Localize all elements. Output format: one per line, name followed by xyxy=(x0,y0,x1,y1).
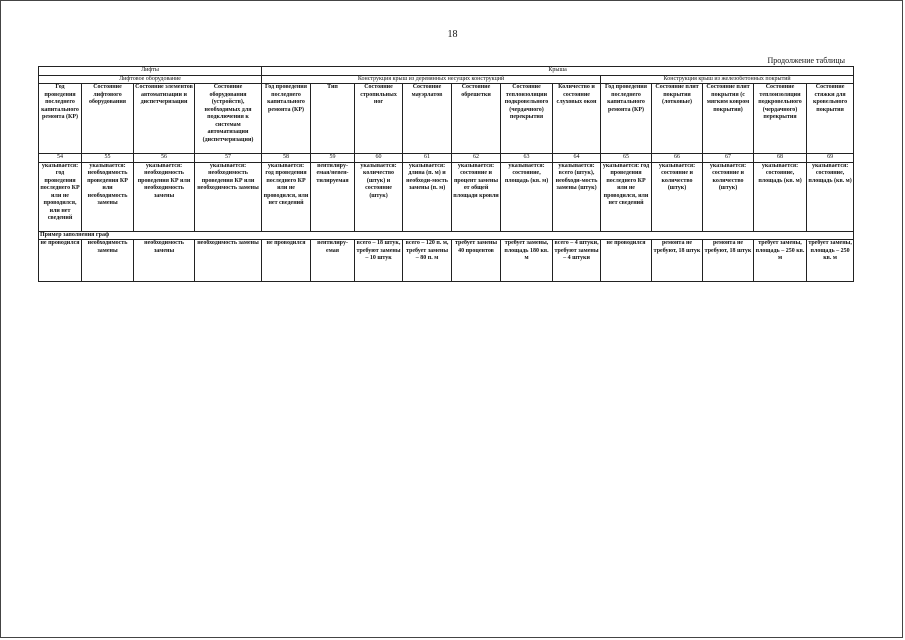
column-header: Состояние теплоизоляции подкровельного (чердачного) перекрытия xyxy=(501,84,553,154)
column-number: 67 xyxy=(703,154,754,163)
group-roof-wood: Конструкция крыш из деревянных несущих конструкций xyxy=(262,75,601,84)
column-header: Состояние оборудования (устройств), необходимых для подключения к системам автоматизации (диспетчеризации) xyxy=(195,84,262,154)
header-row xyxy=(39,84,854,154)
description-cell: указывается: необходимость проведения КР или необходимость замены xyxy=(195,162,262,231)
page-number: 18 xyxy=(447,29,458,40)
column-number: 57 xyxy=(195,154,262,163)
example-row xyxy=(39,240,854,282)
description-cell: указывается: состояние, площадь (кв. м) xyxy=(501,162,553,231)
column-header: Состояние лифтового оборудования xyxy=(82,84,134,154)
data-table xyxy=(38,66,854,282)
description-cell: указывается: всего (штук), необходи-мость замены (штук) xyxy=(553,162,601,231)
column-number: 61 xyxy=(403,154,452,163)
column-header: Состояние мауэрлатов xyxy=(403,84,452,154)
example-cell: всего – 4 штуки, требуют замены – 4 штуки xyxy=(553,240,601,282)
column-header: Состояние плит покрытия (лотковые) xyxy=(652,84,703,154)
subgroup-row xyxy=(39,75,854,84)
example-cell: необходимость замены xyxy=(134,240,195,282)
description-cell: указывается: год проведения последнего КР или не проводился, или нет сведений xyxy=(262,162,311,231)
column-number: 54 xyxy=(39,154,82,163)
example-cell: не проводился xyxy=(262,240,311,282)
column-header: Состояние стяжки для кровельного покрытия xyxy=(807,84,854,154)
column-header: Состояние плит покрытия (с мягким ковром покрытия) xyxy=(703,84,754,154)
column-header: Тип xyxy=(311,84,355,154)
description-cell: указывается: год проведения последнего КР или не проводился, или нет сведений xyxy=(601,162,652,231)
column-number-row xyxy=(39,154,854,163)
description-row xyxy=(39,162,854,231)
description-cell: указывается: состояние и процент замены от общей площади кровли xyxy=(452,162,501,231)
example-title-row xyxy=(39,231,854,240)
example-cell: ремонта не требуют, 18 штук xyxy=(703,240,754,282)
example-cell: всего – 18 штук, требуют замены – 10 штук xyxy=(355,240,403,282)
column-header: Состояние элементов автоматизации и диспетчеризации xyxy=(134,84,195,154)
example-cell: требует замены 40 процентов xyxy=(452,240,501,282)
column-number: 59 xyxy=(311,154,355,163)
column-header: Состояние стропильных ног xyxy=(355,84,403,154)
description-cell: указывается: состояние, площадь (кв. м) xyxy=(807,162,854,231)
description-cell: указывается: год проведения последнего КР или не проводился, или нет сведений xyxy=(39,162,82,231)
description-cell: указывается: количество (штук) и состояние (штук) xyxy=(355,162,403,231)
example-cell: ремонта не требуют, 18 штук xyxy=(652,240,703,282)
description-cell: указывается: состояние, площадь (кв. м) xyxy=(754,162,807,231)
example-cell: необходимость замены xyxy=(82,240,134,282)
example-title: Пример заполнения граф xyxy=(39,231,854,240)
column-number: 64 xyxy=(553,154,601,163)
column-header: Год проведения последнего капитального ремонта (КР) xyxy=(39,84,82,154)
group-roof-concrete: Конструкция крыш из железобетонных покрытий xyxy=(601,75,854,84)
column-number: 62 xyxy=(452,154,501,163)
example-cell: не проводился xyxy=(39,240,82,282)
column-number: 69 xyxy=(807,154,854,163)
column-number: 60 xyxy=(355,154,403,163)
example-cell: вентилиру-емая xyxy=(311,240,355,282)
description-cell: указывается: необходимость проведения КР или необходимость замены xyxy=(82,162,134,231)
column-number: 66 xyxy=(652,154,703,163)
example-cell: всего – 120 п. м, требует замены – 80 п. м xyxy=(403,240,452,282)
description-cell: вентилиру-емая/невен-тилируемая xyxy=(311,162,355,231)
column-number: 56 xyxy=(134,154,195,163)
group-lifts: Лифты xyxy=(39,67,262,76)
column-header: Состояние обрешетки xyxy=(452,84,501,154)
column-number: 63 xyxy=(501,154,553,163)
column-number: 55 xyxy=(82,154,134,163)
description-cell: указывается: длина (п. м) и необходи-мость замены (п. м) xyxy=(403,162,452,231)
example-cell: требует замены, площадь – 250 кв. м xyxy=(807,240,854,282)
column-header: Год проведения последнего капитального ремонта (КР) xyxy=(262,84,311,154)
example-cell: не проводился xyxy=(601,240,652,282)
column-number: 68 xyxy=(754,154,807,163)
column-header: Количество и состояние слуховых окон xyxy=(553,84,601,154)
description-cell: указывается: необходимость проведения КР или необходимость замены xyxy=(134,162,195,231)
continuation-label: Продолжение таблицы xyxy=(767,56,845,65)
column-number: 58 xyxy=(262,154,311,163)
example-cell: необходимость замены xyxy=(195,240,262,282)
column-number: 65 xyxy=(601,154,652,163)
group-row xyxy=(39,67,854,76)
description-cell: указывается: состояние и количество (штук) xyxy=(703,162,754,231)
example-cell: требует замены, площадь – 250 кв. м xyxy=(754,240,807,282)
example-cell: требует замены, площадь 180 кв. м xyxy=(501,240,553,282)
group-lift-equipment: Лифтовое оборудование xyxy=(39,75,262,84)
column-header: Состояние теплоизоляции подкровельного (чердачного) перекрытия xyxy=(754,84,807,154)
column-header: Год проведения последнего капитального ремонта (КР) xyxy=(601,84,652,154)
group-roof: Крыша xyxy=(262,67,854,76)
description-cell: указывается: состояние и количество (штук) xyxy=(652,162,703,231)
